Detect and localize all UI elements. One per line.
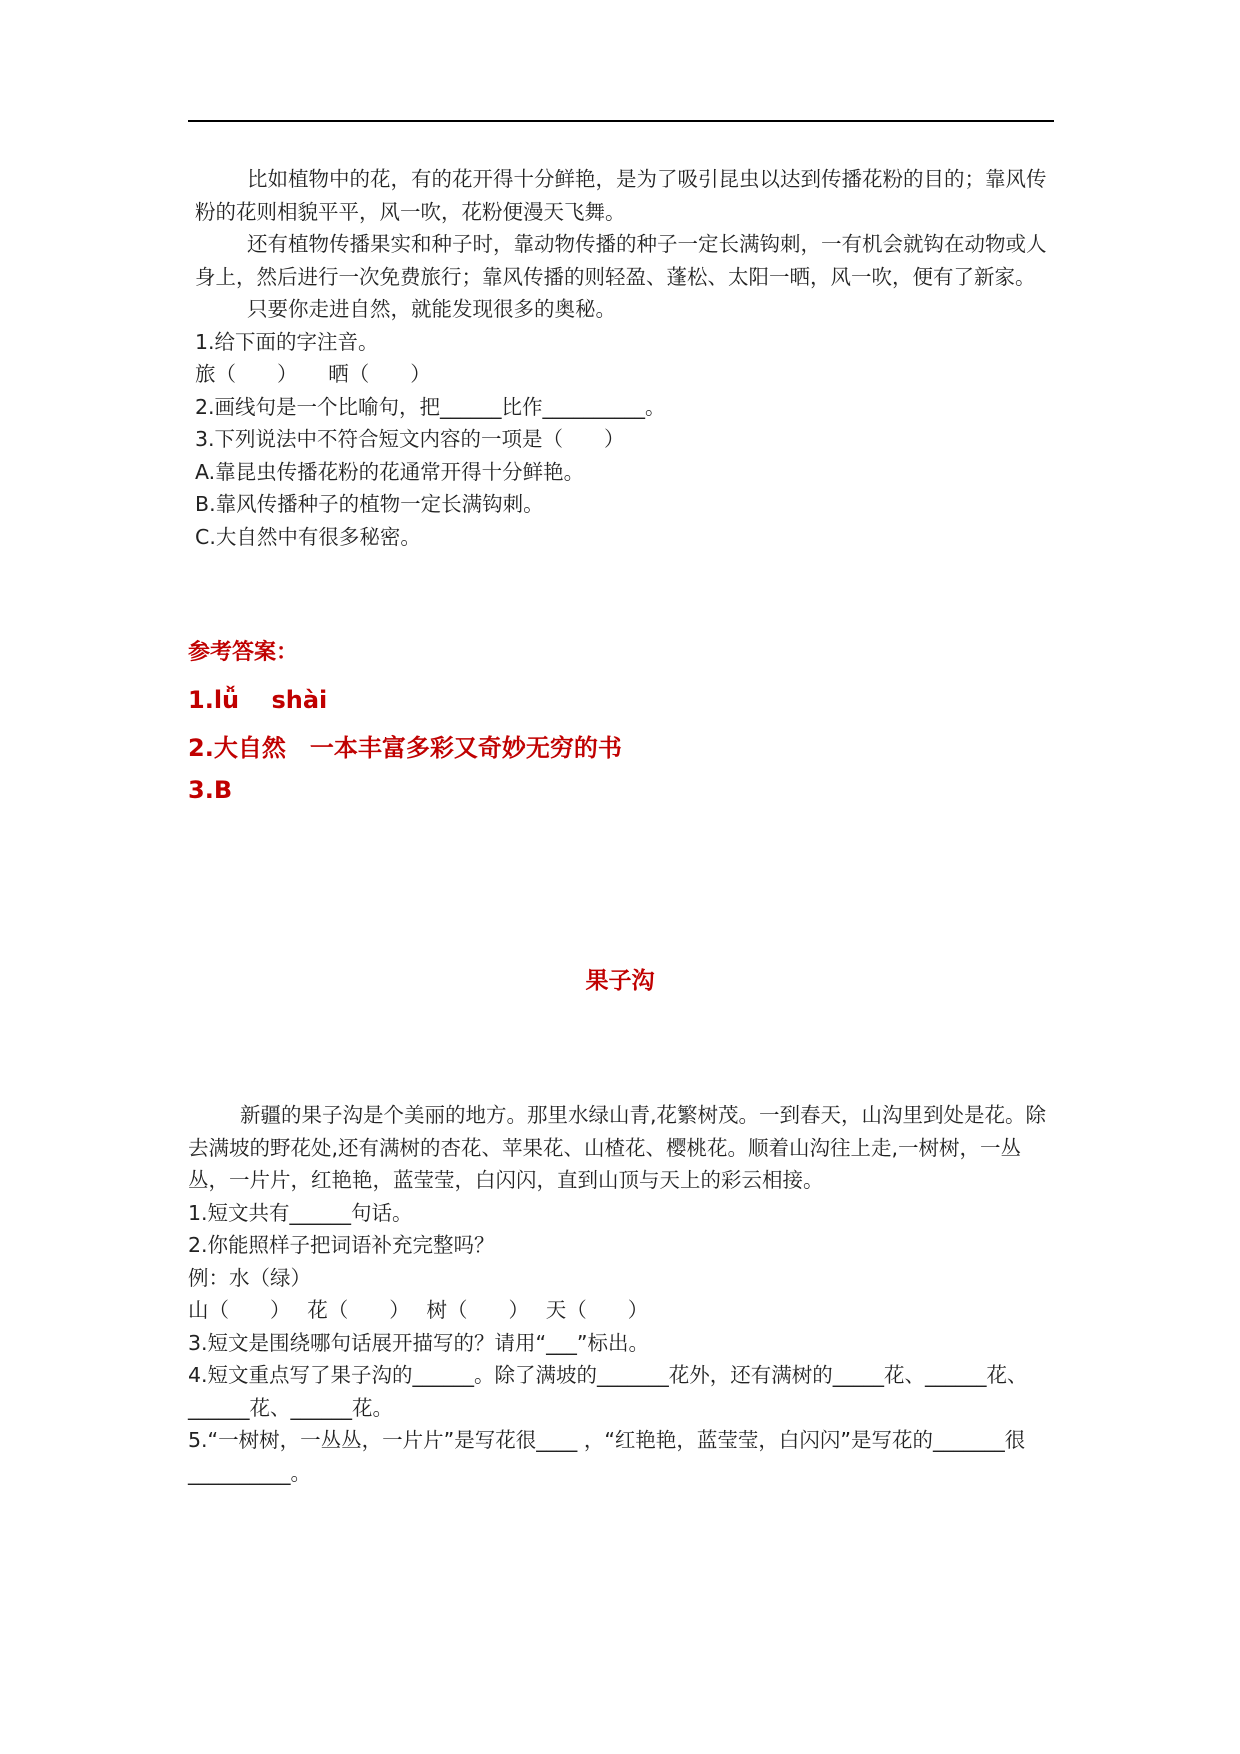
example-line: 例：水（绿） — [188, 1265, 311, 1290]
question-line: 2.画线句是一个比喻句，把______比作__________。 — [195, 394, 666, 419]
paragraph: 新疆的果子沟是个美丽的地方。那里水绿山青,花繁树茂。一到春天，山沟里到处是花。除去满坡的野花处,还有满树的杏花、苹果花、山楂花、樱桃花。顺着山沟往上走,一树树，一丛丛，一片片，红艳艳，蓝莹莹，白闪闪，直到山顶与天上的彩云相接。 — [188, 1103, 1047, 1192]
option-line: C.大自然中有很多秘密。 — [195, 524, 421, 549]
option-line: A.靠昆虫传播花粉的花通常开得十分鲜艳。 — [195, 459, 585, 484]
paragraph: 比如植物中的花，有的花开得十分鲜艳，是为了吸引昆虫以达到传播花粉的目的；靠风传粉的花则相貌平平，风一吹，花粉便漫天飞舞。 — [195, 167, 1047, 224]
question-line: 山（ ） 花（ ） 树（ ） 天（ ） — [188, 1298, 649, 1322]
option-line: B.靠风传播种子的植物一定长满钩刺。 — [195, 492, 544, 516]
question-line: 4.短文重点写了果子沟的______。除了满坡的_______花外，还有满树的_____花、______花、______花、______花。 — [188, 1363, 1028, 1420]
header-rule — [188, 120, 1054, 122]
question-line: 2.你能照样子把词语补充完整吗？ — [188, 1233, 495, 1257]
passage-2 — [188, 1099, 1058, 1489]
paragraph: 只要你走进自然，就能发现很多的奥秘。 — [247, 297, 616, 321]
question-line: 5.“一树树，一丛丛，一片片”是写花很____ ，“红艳艳，蓝莹莹，白闪闪”是写花的_______很__________。 — [188, 1428, 1026, 1485]
question-line: 旅（ ） 晒（ ） — [195, 362, 431, 386]
passage-2-title: 果子沟 — [585, 968, 655, 994]
question-line: 1.给下面的字注音。 — [195, 329, 379, 354]
answer-item: 1.lǚ shài — [188, 686, 328, 714]
question-line: 1.短文共有______句话。 — [188, 1200, 413, 1225]
answer-item: 2.大自然 一本丰富多彩又奇妙无穷的书 — [188, 734, 622, 762]
answers-heading: 参考答案： — [188, 640, 299, 665]
answer-item: 3.B — [188, 776, 233, 804]
passage-1 — [195, 163, 1055, 553]
question-line: 3.下列说法中不符合短文内容的一项是（ ） — [195, 427, 625, 451]
paragraph: 还有植物传播果实和种子时，靠动物传播的种子一定长满钩刺，一有机会就钩在动物或人身上，然后进行一次免费旅行；靠风传播的则轻盈、蓬松、太阳一晒，风一吹，便有了新家。 — [195, 232, 1047, 289]
question-line: 3.短文是围绕哪句话展开描写的？请用“___”标出。 — [188, 1330, 650, 1355]
